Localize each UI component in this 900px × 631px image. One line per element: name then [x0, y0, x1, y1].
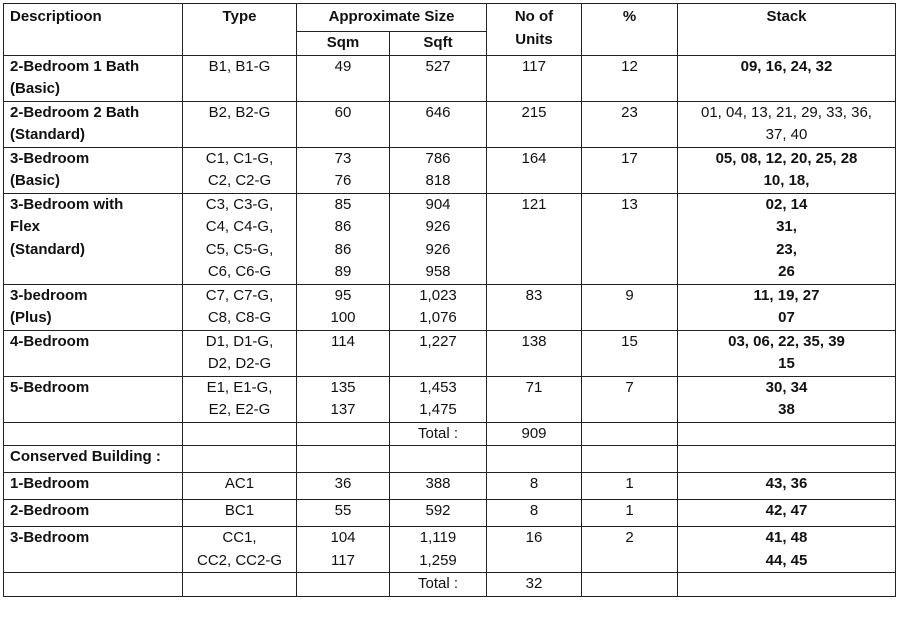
- stack-cell: 41, 48 44, 45: [678, 527, 896, 573]
- sqm-cell: 55: [297, 500, 390, 527]
- type-cell: C1, C1-G, C2, C2-G: [183, 147, 297, 193]
- percent-cell: 17: [582, 147, 678, 193]
- percent-cell: 9: [582, 284, 678, 330]
- sqm-cell: 114: [297, 330, 390, 376]
- percent-cell: 15: [582, 330, 678, 376]
- sqft-cell: 527: [390, 55, 487, 101]
- unit-row: [4, 330, 896, 376]
- sqft-cell: 1,227: [390, 330, 487, 376]
- total-units: 909: [487, 422, 582, 446]
- unit-row: [4, 284, 896, 330]
- type-cell: D1, D1-G, D2, D2-G: [183, 330, 297, 376]
- units-cell: 215: [487, 101, 582, 147]
- units-cell: 164: [487, 147, 582, 193]
- description-cell: 5-Bedroom: [4, 376, 183, 422]
- header-sqm: Sqm: [297, 32, 390, 56]
- total-row: [4, 573, 896, 597]
- total-label: Total :: [390, 573, 487, 597]
- sqft-cell: 1,119 1,259: [390, 527, 487, 573]
- units-cell: 8: [487, 500, 582, 527]
- type-cell: C7, C7-G, C8, C8-G: [183, 284, 297, 330]
- stack-cell: 09, 16, 24, 32: [678, 55, 896, 101]
- sqm-cell: 73 76: [297, 147, 390, 193]
- section-row: [4, 446, 896, 473]
- stack-cell: 42, 47: [678, 500, 896, 527]
- stack-cell: 01, 04, 13, 21, 29, 33, 36, 37, 40: [678, 101, 896, 147]
- percent-cell: 13: [582, 193, 678, 284]
- header-description: Descriptioon: [4, 4, 183, 56]
- sqm-cell: 85 86 86 89: [297, 193, 390, 284]
- header-sqft: Sqft: [390, 32, 487, 56]
- total-label: Total :: [390, 422, 487, 446]
- sqm-cell: 60: [297, 101, 390, 147]
- total-row: [4, 422, 896, 446]
- stack-cell: 11, 19, 27 07: [678, 284, 896, 330]
- sqft-cell: 592: [390, 500, 487, 527]
- type-cell: AC1: [183, 473, 297, 500]
- header-approximate-size: Approximate Size: [297, 4, 487, 32]
- description-cell: 3-bedroom (Plus): [4, 284, 183, 330]
- unit-row: [4, 147, 896, 193]
- sqm-cell: 36: [297, 473, 390, 500]
- sqft-cell: 388: [390, 473, 487, 500]
- header-no-of-units: No of Units: [487, 4, 582, 56]
- description-cell: 2-Bedroom 1 Bath (Basic): [4, 55, 183, 101]
- units-cell: 117: [487, 55, 582, 101]
- percent-cell: 23: [582, 101, 678, 147]
- description-cell: 3-Bedroom (Basic): [4, 147, 183, 193]
- units-cell: 138: [487, 330, 582, 376]
- type-cell: C3, C3-G, C4, C4-G, C5, C5-G, C6, C6-G: [183, 193, 297, 284]
- type-cell: B2, B2-G: [183, 101, 297, 147]
- header-stack: Stack: [678, 4, 896, 56]
- sqft-cell: 646: [390, 101, 487, 147]
- units-cell: 16: [487, 527, 582, 573]
- header-type: Type: [183, 4, 297, 56]
- total-units: 32: [487, 573, 582, 597]
- unit-row: [4, 473, 896, 500]
- description-cell: 2-Bedroom 2 Bath (Standard): [4, 101, 183, 147]
- description-cell: 3-Bedroom: [4, 527, 183, 573]
- description-cell: 3-Bedroom with Flex (Standard): [4, 193, 183, 284]
- percent-cell: 7: [582, 376, 678, 422]
- units-cell: 8: [487, 473, 582, 500]
- percent-cell: 1: [582, 473, 678, 500]
- header-row-1: [4, 4, 896, 32]
- stack-cell: 30, 34 38: [678, 376, 896, 422]
- unit-row: [4, 55, 896, 101]
- conserved-building-label: Conserved Building :: [4, 446, 183, 473]
- unit-row: [4, 527, 896, 573]
- percent-cell: 12: [582, 55, 678, 101]
- percent-cell: 1: [582, 500, 678, 527]
- stack-cell: 05, 08, 12, 20, 25, 28 10, 18,: [678, 147, 896, 193]
- header-percent: %: [582, 4, 678, 56]
- sqft-cell: 1,453 1,475: [390, 376, 487, 422]
- sqm-cell: 104 117: [297, 527, 390, 573]
- unit-mix-table: [3, 3, 896, 597]
- units-cell: 83: [487, 284, 582, 330]
- sqft-cell: 1,023 1,076: [390, 284, 487, 330]
- percent-cell: 2: [582, 527, 678, 573]
- unit-row: [4, 376, 896, 422]
- description-cell: 1-Bedroom: [4, 473, 183, 500]
- sqm-cell: 135 137: [297, 376, 390, 422]
- unit-row: [4, 101, 896, 147]
- type-cell: CC1, CC2, CC2-G: [183, 527, 297, 573]
- stack-cell: 43, 36: [678, 473, 896, 500]
- sqft-cell: 786 818: [390, 147, 487, 193]
- description-cell: 2-Bedroom: [4, 500, 183, 527]
- unit-row: [4, 193, 896, 284]
- sqft-cell: 904 926 926 958: [390, 193, 487, 284]
- type-cell: BC1: [183, 500, 297, 527]
- type-cell: E1, E1-G, E2, E2-G: [183, 376, 297, 422]
- sqm-cell: 49: [297, 55, 390, 101]
- sqm-cell: 95 100: [297, 284, 390, 330]
- unit-row: [4, 500, 896, 527]
- stack-cell: 03, 06, 22, 35, 39 15: [678, 330, 896, 376]
- type-cell: B1, B1-G: [183, 55, 297, 101]
- units-cell: 71: [487, 376, 582, 422]
- description-cell: 4-Bedroom: [4, 330, 183, 376]
- stack-cell: 02, 14 31, 23, 26: [678, 193, 896, 284]
- units-cell: 121: [487, 193, 582, 284]
